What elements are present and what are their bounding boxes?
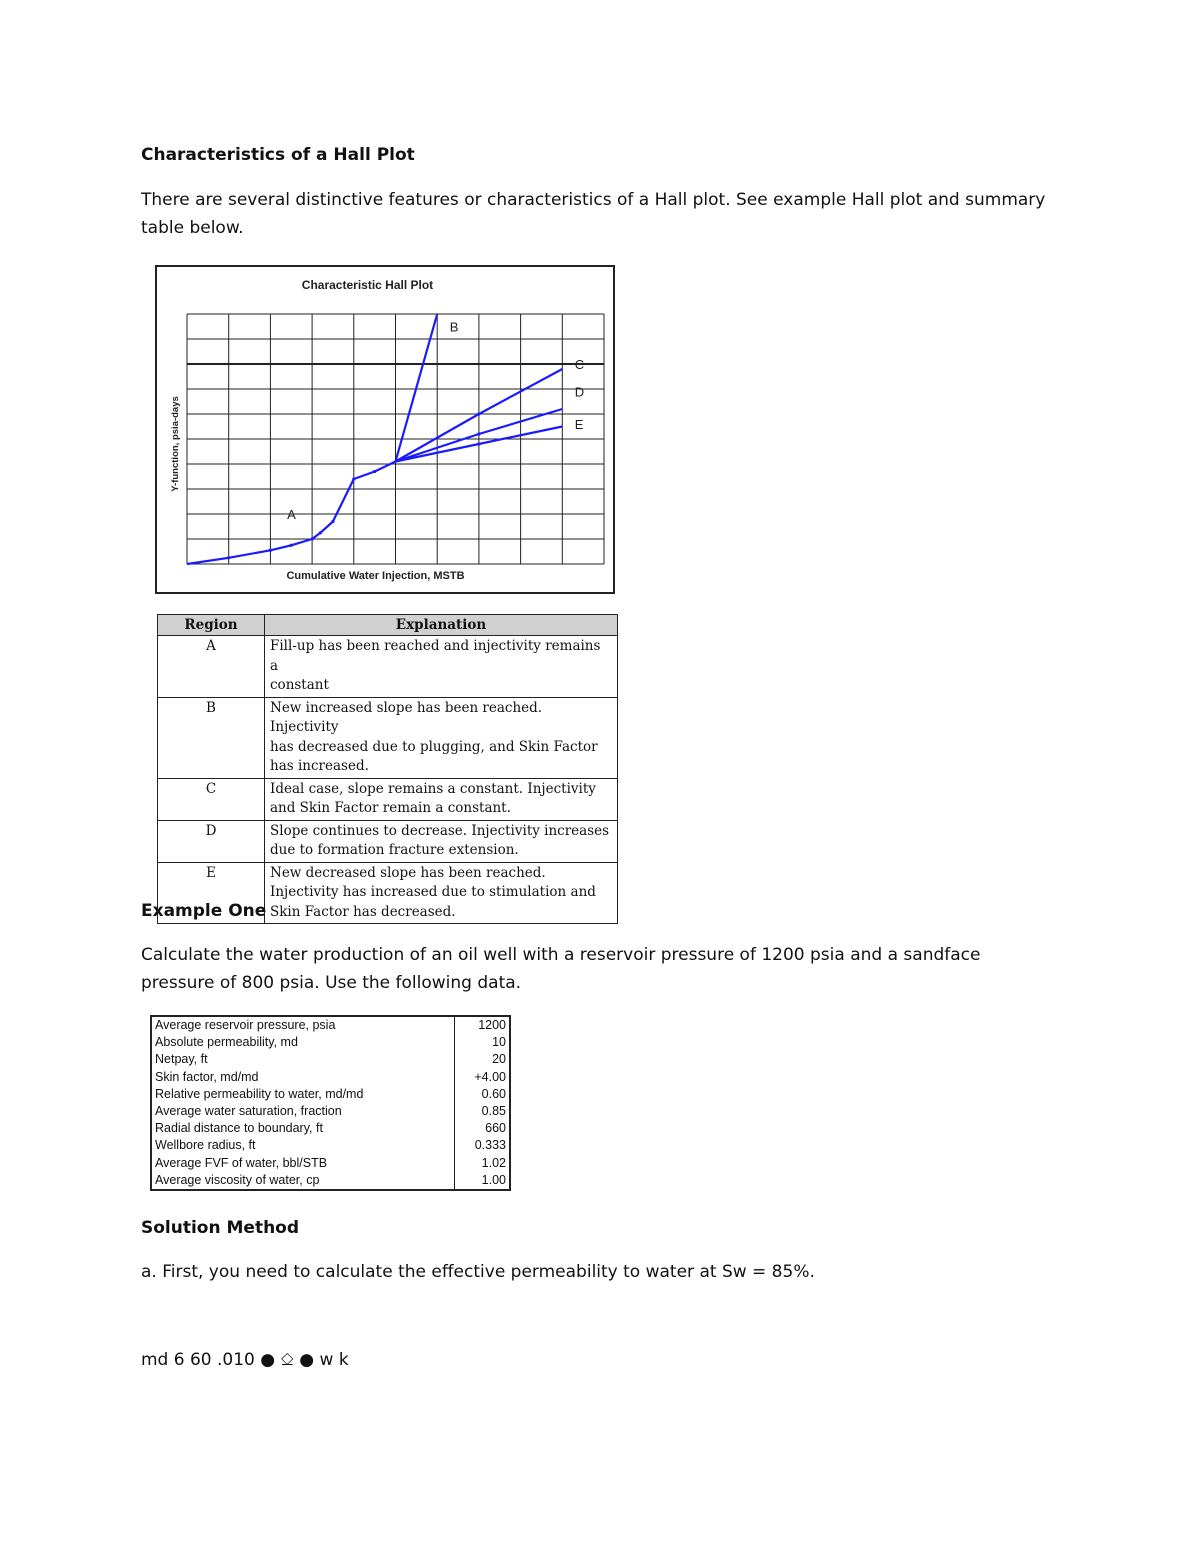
explanation-cell <box>265 778 618 820</box>
explanation-cell <box>265 820 618 862</box>
data-point <box>477 442 480 445</box>
data-point <box>319 531 322 534</box>
data-row <box>151 1086 510 1103</box>
data-point <box>269 549 272 552</box>
example-paragraph <box>141 941 1091 997</box>
explanation-line: due to formation fracture extension. <box>270 842 519 858</box>
data-label: Absolute permeability, md <box>155 1035 298 1050</box>
region-row <box>158 820 618 862</box>
region-cell: C <box>158 778 265 820</box>
data-value: 1.02 <box>455 1155 511 1172</box>
data-row <box>151 1069 510 1086</box>
data-value: +4.00 <box>455 1069 511 1086</box>
explanation-line: Injectivity has increased due to stimulation and <box>270 884 596 900</box>
region-cell: D <box>158 820 265 862</box>
data-value: 1200 <box>455 1016 511 1034</box>
data-point <box>477 412 480 415</box>
data-row <box>151 1016 510 1034</box>
data-row <box>151 1103 510 1120</box>
region-row <box>158 636 618 698</box>
data-value: 0.333 <box>455 1137 511 1154</box>
explanation-line: New decreased slope has been reached. <box>270 864 546 881</box>
section-heading-hall-plot: Characteristics of a Hall Plot <box>141 145 415 165</box>
region-cell: A <box>158 636 265 698</box>
region-label-e: E <box>574 417 584 432</box>
explanation-line: New increased slope has been reached. Injectivity <box>270 699 543 735</box>
region-label-b: B <box>449 319 459 335</box>
y-axis-label: Y-function, psia-days <box>170 396 181 492</box>
data-point <box>352 477 355 480</box>
data-label: Wellbore radius, ft <box>155 1138 256 1153</box>
example-line-2: pressure of 800 psia. Use the following data. <box>141 973 522 993</box>
data-label: Relative permeability to water, md/md <box>155 1086 364 1101</box>
explanation-line: Skin Factor has decreased. <box>270 903 456 920</box>
example-heading: Example One <box>141 901 267 921</box>
x-axis-label: Cumulative Water Injection, MSTB <box>286 570 465 582</box>
data-point <box>227 556 230 559</box>
data-label: Average FVF of water, bbl/STB <box>155 1155 328 1170</box>
data-point <box>311 537 314 540</box>
intro-paragraph <box>141 186 1091 242</box>
explanation-line: and Skin Factor remain a constant. <box>270 800 511 816</box>
data-row <box>151 1034 510 1051</box>
data-value: 0.60 <box>455 1086 511 1103</box>
data-point <box>373 470 376 473</box>
explanation-line: Slope continues to decrease. Injectivity increases <box>270 822 610 839</box>
explanation-header: Explanation <box>265 615 618 636</box>
region-cell: E <box>158 862 265 924</box>
solution-heading: Solution Method <box>141 1218 300 1238</box>
region-row <box>158 778 618 820</box>
explanation-cell <box>265 697 618 778</box>
region-cell: B <box>158 697 265 778</box>
data-row <box>151 1155 510 1172</box>
data-value: 0.85 <box>455 1103 511 1120</box>
data-label: Average viscosity of water, cp <box>155 1172 320 1187</box>
hall-plot-figure <box>155 265 615 594</box>
explanation-line: has decreased due to plugging, and Skin Factor <box>270 738 598 755</box>
example-line-1: Calculate the water production of an oil well with a reservoir pressure of 1200 psia and a sandface <box>141 945 981 965</box>
data-value: 10 <box>455 1034 511 1051</box>
formula-text: md 6 60 .010 ● ⎐ ● w k <box>141 1350 349 1370</box>
data-value: 1.00 <box>455 1172 511 1190</box>
hall-plot-chart <box>157 267 613 592</box>
intro-line-1: There are several distinctive features or characteristics of a Hall plot. See example Hall plot and summary <box>141 190 1046 210</box>
data-point <box>331 520 334 523</box>
input-data-table <box>150 1015 511 1191</box>
region-label-c: C <box>574 357 585 372</box>
data-label: Netpay, ft <box>155 1052 208 1067</box>
explanation-line: Fill-up has been reached and injectivity remains a <box>270 638 601 674</box>
region-row <box>158 697 618 778</box>
data-label: Radial distance to boundary, ft <box>155 1121 323 1136</box>
chart-title: Characteristic Hall Plot <box>301 278 434 292</box>
region-label-d: D <box>574 384 585 400</box>
data-value: 660 <box>455 1120 511 1137</box>
data-row <box>151 1051 510 1068</box>
explanation-line: constant <box>270 677 329 693</box>
region-label-a: A <box>287 507 296 522</box>
data-label: Skin factor, md/md <box>155 1069 259 1084</box>
data-value: 20 <box>455 1051 511 1068</box>
region-explanation-table <box>157 614 618 924</box>
explanation-line: has increased. <box>270 758 369 774</box>
data-point <box>290 544 293 547</box>
data-row <box>151 1137 510 1154</box>
data-row <box>151 1120 510 1137</box>
solution-step-a: a. First, you need to calculate the effective permeability to water at Sw = 85%. <box>141 1262 815 1282</box>
explanation-line: Ideal case, slope remains a constant. Injectivity <box>270 780 596 797</box>
region-header: Region <box>158 615 265 636</box>
explanation-cell <box>265 636 618 698</box>
data-label: Average reservoir pressure, psia <box>155 1018 336 1033</box>
data-point <box>477 432 480 435</box>
data-row <box>151 1172 510 1190</box>
data-label: Average water saturation, fraction <box>155 1104 342 1119</box>
intro-line-2: table below. <box>141 218 244 238</box>
explanation-cell <box>265 862 618 924</box>
